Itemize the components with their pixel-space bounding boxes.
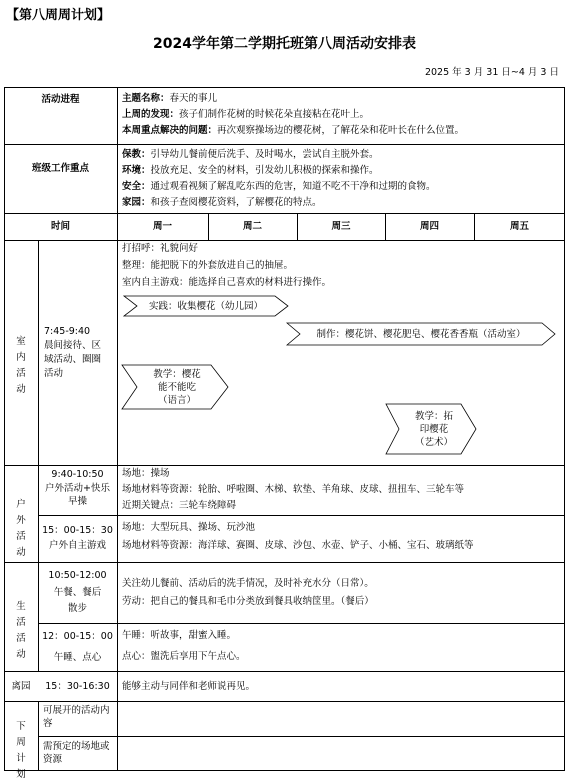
day-header-mon: 周一	[152, 221, 172, 232]
row-value: 引导幼儿餐前便后洗手、及时喝水，尝试自主脱外套。	[150, 149, 379, 160]
arrow-teach-language	[121, 364, 229, 410]
row-key: 上周的发现：	[122, 109, 180, 120]
date-range: 2025 年 3 月 31 日~4 月 3 日	[424, 67, 559, 78]
life-slot1-line: 劳动：把自己的餐具和毛巾分类放到餐具收纳筐里。（餐后）	[122, 596, 374, 607]
life-slot1-time: 10:50-12:00	[48, 570, 107, 581]
outdoor-slot1-line: 场地材料等资源：轮胎、呼啦圈、木梯、软垫、羊角球、皮球、扭扭车、三轮车等	[122, 484, 465, 495]
leave-time: 15：30-16:30	[45, 681, 110, 692]
outdoor-slot1-desc: 户外活动+快乐早操	[45, 483, 110, 507]
row-value: 和孩子查阅樱花资料，了解樱花的特点。	[150, 197, 322, 208]
row-value: 投放充足、安全的材料，引发幼儿积极的探索和操作。	[150, 165, 379, 176]
row-key: 环境：	[122, 165, 151, 176]
leave-label: 离园	[11, 681, 31, 692]
focus-row	[122, 148, 379, 161]
outdoor-slot2-line: 场地材料等资源：海洋球、赛圈、皮球、沙包、水壶、铲子、小桶、宝石、玻璃纸等	[122, 540, 474, 551]
outdoor-slot1-line: 场地：操场	[122, 468, 170, 479]
row-value: 通过观看视频了解乱吃东西的危害，知道不吃不干净和过期的食物。	[150, 181, 436, 192]
next-week-label: 下周计划	[16, 721, 26, 780]
next-week-activities: 可展开的活动内容	[43, 705, 110, 729]
outdoor-slot2-desc: 户外自主游戏	[48, 540, 106, 551]
last-week-row	[122, 108, 369, 121]
row-key: 安全：	[122, 181, 151, 192]
indoor-time: 7:45-9:40	[44, 326, 91, 337]
arrow-label: 教学：拓印樱花（艺术）	[414, 410, 453, 448]
outdoor-label: 户外活动	[16, 499, 26, 558]
arrow-make	[286, 322, 556, 346]
day-header-thu: 周四	[419, 221, 439, 232]
leave-text: 能够主动与同伴和老师说再见。	[122, 681, 256, 692]
indoor-line: 整理：能把脱下的外套放进自己的抽屉。	[122, 260, 294, 271]
arrow-practice	[123, 295, 289, 317]
row-key: 保教：	[122, 149, 151, 160]
focus-problem-row	[122, 124, 464, 137]
row-key: 主题名称：	[122, 93, 170, 104]
outdoor-slot1-line: 近期关键点：三轮车绕障碍	[122, 500, 237, 511]
focus-row	[122, 196, 322, 209]
arrow-label: 制作：樱花饼、樱花肥皂、樱花香香瓶（活动室）	[316, 328, 526, 340]
next-week-resources: 需预定的场地或资源	[43, 741, 110, 765]
indoor-line: 打招呼：礼貌问好	[122, 243, 199, 254]
life-slot1-desc: 午餐、餐后散步	[53, 587, 102, 614]
outdoor-slot2-line: 场地：大型玩具、操场、玩沙池	[122, 522, 256, 533]
indoor-desc-line: 域活动、圈圈	[44, 354, 102, 365]
row-key: 家园：	[122, 197, 151, 208]
row-key: 本周重点解决的问题：	[122, 125, 218, 136]
day-header-wed: 周三	[331, 221, 351, 232]
life-label: 生活活动	[16, 601, 26, 660]
life-slot2-line: 午睡：听故事，甜蜜入睡。	[122, 630, 237, 641]
life-slot2-time: 12：00-15：00	[42, 631, 113, 642]
indoor-line: 室内自主游戏：能选择自己喜欢的材料进行操作。	[122, 277, 332, 288]
focus-row	[122, 180, 436, 193]
arrow-teach-art	[385, 403, 477, 455]
outdoor-slot2-time: 15：00-15：30	[42, 525, 113, 536]
day-header-tue: 周二	[242, 221, 262, 232]
time-header: 时间	[50, 221, 70, 232]
focus-row	[122, 164, 379, 177]
day-header-fri: 周五	[509, 221, 529, 232]
life-slot1-line: 关注幼儿餐前、活动后的洗手情况，及时补充水分（日常）。	[122, 578, 374, 589]
life-slot2-line: 点心：盥洗后享用下午点心。	[122, 651, 246, 662]
arrow-label: 实践：收集樱花（幼儿园）	[148, 300, 263, 312]
row-value: 孩子们制作花树的时候花朵直接粘在花叶上。	[179, 109, 370, 120]
page-title: 2024学年第二学期托班第八周活动安排表	[153, 36, 416, 52]
row-value: 春天的事儿	[169, 93, 218, 104]
row-value: 再次观察操场边的樱花树，了解花朵和花叶长在什么位置。	[217, 125, 465, 136]
plan-tag: 【第八周周计划】	[6, 8, 111, 23]
arrow-label: 教学：樱花能不能吃（语言）	[153, 368, 201, 406]
indoor-desc-line: 活动	[44, 368, 64, 379]
activity-progress-label: 活动进程	[41, 94, 80, 105]
theme-row	[122, 92, 217, 105]
class-focus-label: 班级工作重点	[31, 163, 89, 174]
indoor-desc-line: 晨间接待、区	[44, 340, 102, 351]
outdoor-slot1-time: 9:40-10:50	[51, 469, 104, 480]
indoor-label: 室内活动	[16, 336, 26, 395]
life-slot2-desc: 午睡、点心	[53, 652, 102, 663]
